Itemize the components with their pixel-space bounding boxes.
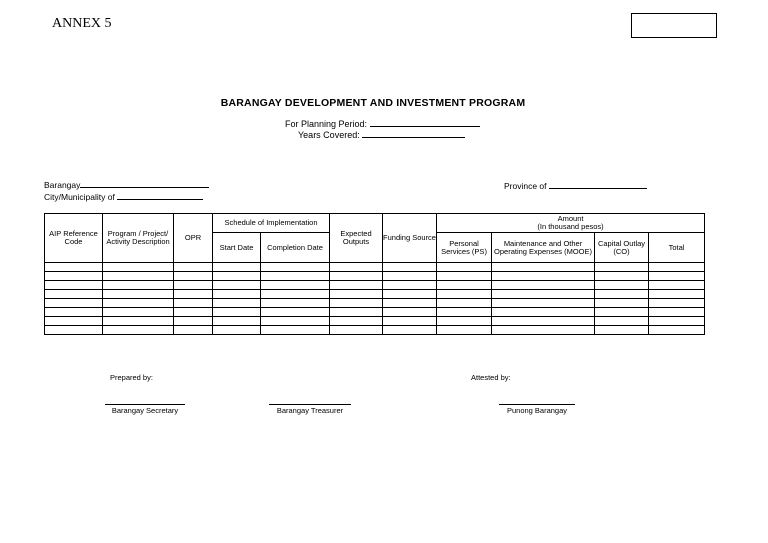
- secretary-signature[interactable]: [105, 404, 185, 415]
- table-cell[interactable]: [261, 308, 330, 317]
- header-amount: [437, 214, 705, 233]
- table-cell[interactable]: [45, 326, 103, 335]
- table-cell[interactable]: [383, 317, 437, 326]
- table-cell[interactable]: [383, 281, 437, 290]
- table-cell[interactable]: [261, 299, 330, 308]
- table-row: [45, 308, 705, 317]
- table-cell[interactable]: [213, 290, 261, 299]
- treasurer-signature[interactable]: [269, 404, 351, 415]
- table-row: [45, 281, 705, 290]
- years-covered-field[interactable]: [362, 136, 465, 138]
- table-cell[interactable]: [103, 290, 174, 299]
- table-row: [45, 317, 705, 326]
- city-row: [44, 192, 203, 202]
- table-cell[interactable]: [103, 263, 174, 272]
- table-body: [45, 263, 705, 335]
- table-row: [45, 326, 705, 335]
- table-cell[interactable]: [383, 263, 437, 272]
- treasurer-label: Barangay Treasurer: [276, 406, 344, 415]
- table-cell[interactable]: [45, 290, 103, 299]
- table-cell[interactable]: [261, 290, 330, 299]
- table-row: [45, 263, 705, 272]
- table-row: [45, 299, 705, 308]
- table-cell[interactable]: [103, 272, 174, 281]
- table-cell[interactable]: [45, 272, 103, 281]
- table-cell[interactable]: [174, 299, 213, 308]
- table-cell[interactable]: [437, 326, 492, 335]
- province-field[interactable]: [549, 187, 647, 189]
- annex-label: ANNEX 5: [52, 16, 112, 31]
- header-aip-code: AIP Reference Code: [45, 214, 103, 263]
- table-cell[interactable]: [330, 281, 383, 290]
- table-cell[interactable]: [261, 317, 330, 326]
- table-cell[interactable]: [174, 272, 213, 281]
- header-program: Program / Project/ Activity Description: [103, 214, 174, 263]
- treasurer-signature-line: [269, 404, 351, 405]
- table-cell[interactable]: [174, 317, 213, 326]
- table-row: [45, 272, 705, 281]
- table-cell[interactable]: [595, 263, 649, 272]
- table-cell[interactable]: [330, 263, 383, 272]
- table-cell[interactable]: [103, 299, 174, 308]
- table-cell[interactable]: [330, 308, 383, 317]
- table-cell[interactable]: [649, 299, 705, 308]
- table-cell[interactable]: [330, 299, 383, 308]
- header-completion-date: Completion Date: [261, 233, 330, 263]
- table-cell[interactable]: [492, 290, 595, 299]
- planning-period-label: For Planning Period:: [285, 119, 368, 129]
- table-cell[interactable]: [383, 326, 437, 335]
- table-cell[interactable]: [437, 281, 492, 290]
- table-cell[interactable]: [649, 263, 705, 272]
- table-cell[interactable]: [383, 308, 437, 317]
- table-cell[interactable]: [45, 281, 103, 290]
- header-opr: OPR: [174, 214, 213, 263]
- punong-signature[interactable]: [499, 404, 575, 415]
- table-cell[interactable]: [492, 272, 595, 281]
- years-covered-label: Years Covered:: [298, 130, 360, 140]
- table-cell[interactable]: [45, 299, 103, 308]
- header-amount-unit: (In thousand pesos): [537, 222, 604, 231]
- table-cell[interactable]: [261, 263, 330, 272]
- header-total: Total: [649, 233, 705, 263]
- secretary-label: Barangay Secretary: [111, 406, 179, 415]
- table-cell[interactable]: [595, 272, 649, 281]
- punong-label: Punong Barangay: [506, 406, 568, 415]
- barangay-field[interactable]: [80, 186, 209, 188]
- table-row: [45, 290, 705, 299]
- table-cell[interactable]: [437, 317, 492, 326]
- header-co: Capital Outlay (CO): [595, 233, 649, 263]
- header-start-date: Start Date: [213, 233, 261, 263]
- planning-period-field[interactable]: [370, 125, 480, 127]
- table-cell[interactable]: [174, 290, 213, 299]
- table-cell[interactable]: [649, 272, 705, 281]
- header-mooe: Maintenance and Other Operating Expenses (MOOE): [492, 233, 595, 263]
- table-cell[interactable]: [45, 317, 103, 326]
- table-cell[interactable]: [103, 308, 174, 317]
- table-cell[interactable]: [383, 290, 437, 299]
- table-cell[interactable]: [45, 308, 103, 317]
- table-cell[interactable]: [330, 317, 383, 326]
- table-cell[interactable]: [383, 299, 437, 308]
- table-cell[interactable]: [213, 308, 261, 317]
- table-cell[interactable]: [383, 272, 437, 281]
- header-ps: Personal Services (PS): [437, 233, 492, 263]
- table-cell[interactable]: [103, 317, 174, 326]
- table-cell[interactable]: [595, 326, 649, 335]
- table-cell[interactable]: [174, 326, 213, 335]
- table-cell[interactable]: [261, 281, 330, 290]
- table-cell[interactable]: [492, 263, 595, 272]
- punong-signature-line: [499, 404, 575, 405]
- table-cell[interactable]: [174, 281, 213, 290]
- table-cell[interactable]: [261, 272, 330, 281]
- city-field[interactable]: [117, 198, 203, 200]
- barangay-label: Barangay: [44, 180, 81, 190]
- table-cell[interactable]: [649, 326, 705, 335]
- table-cell[interactable]: [213, 299, 261, 308]
- table-cell[interactable]: [595, 290, 649, 299]
- barangay-row: [44, 180, 209, 190]
- province-row: [504, 181, 647, 191]
- header-amount-label: Amount: [557, 214, 584, 224]
- table-cell[interactable]: [595, 308, 649, 317]
- table-cell[interactable]: [437, 263, 492, 272]
- years-covered-row: [298, 130, 465, 140]
- table-cell[interactable]: [649, 308, 705, 317]
- table-cell[interactable]: [649, 317, 705, 326]
- table-cell[interactable]: [595, 281, 649, 290]
- table-cell[interactable]: [492, 308, 595, 317]
- table-cell[interactable]: [437, 272, 492, 281]
- table-cell[interactable]: [213, 326, 261, 335]
- prepared-by-label: Prepared by:: [110, 373, 153, 382]
- table-cell[interactable]: [213, 272, 261, 281]
- table-cell[interactable]: [492, 317, 595, 326]
- table-cell[interactable]: [437, 299, 492, 308]
- table-cell[interactable]: [261, 326, 330, 335]
- table-cell[interactable]: [437, 290, 492, 299]
- table-cell[interactable]: [649, 290, 705, 299]
- table-cell[interactable]: [330, 290, 383, 299]
- attested-by-label: Attested by:: [471, 373, 511, 382]
- table-cell[interactable]: [174, 263, 213, 272]
- table-cell[interactable]: [649, 281, 705, 290]
- table-cell[interactable]: [103, 281, 174, 290]
- table-cell[interactable]: [595, 299, 649, 308]
- header-funding-source: Funding Source: [383, 214, 437, 263]
- investment-program-table: [44, 213, 705, 335]
- table-cell[interactable]: [45, 263, 103, 272]
- table-cell[interactable]: [437, 308, 492, 317]
- table-cell[interactable]: [103, 326, 174, 335]
- header-schedule: Schedule of Implementation: [213, 214, 330, 233]
- table-cell[interactable]: [492, 299, 595, 308]
- table-cell[interactable]: [492, 281, 595, 290]
- header-expected-outputs: Expected Outputs: [330, 214, 383, 263]
- table-cell[interactable]: [492, 326, 595, 335]
- form-title: BARANGAY DEVELOPMENT AND INVESTMENT PROGRAM: [220, 97, 526, 109]
- table-cell[interactable]: [595, 317, 649, 326]
- secretary-signature-line: [105, 404, 185, 405]
- table-cell[interactable]: [213, 263, 261, 272]
- table-cell[interactable]: [213, 317, 261, 326]
- annex-box: [631, 13, 717, 38]
- city-label: City/Municipality of: [44, 192, 115, 202]
- table-cell[interactable]: [330, 326, 383, 335]
- table-cell[interactable]: [174, 308, 213, 317]
- province-label: Province of: [504, 181, 547, 191]
- planning-period-row: [285, 119, 480, 129]
- table-cell[interactable]: [213, 281, 261, 290]
- table-cell[interactable]: [330, 272, 383, 281]
